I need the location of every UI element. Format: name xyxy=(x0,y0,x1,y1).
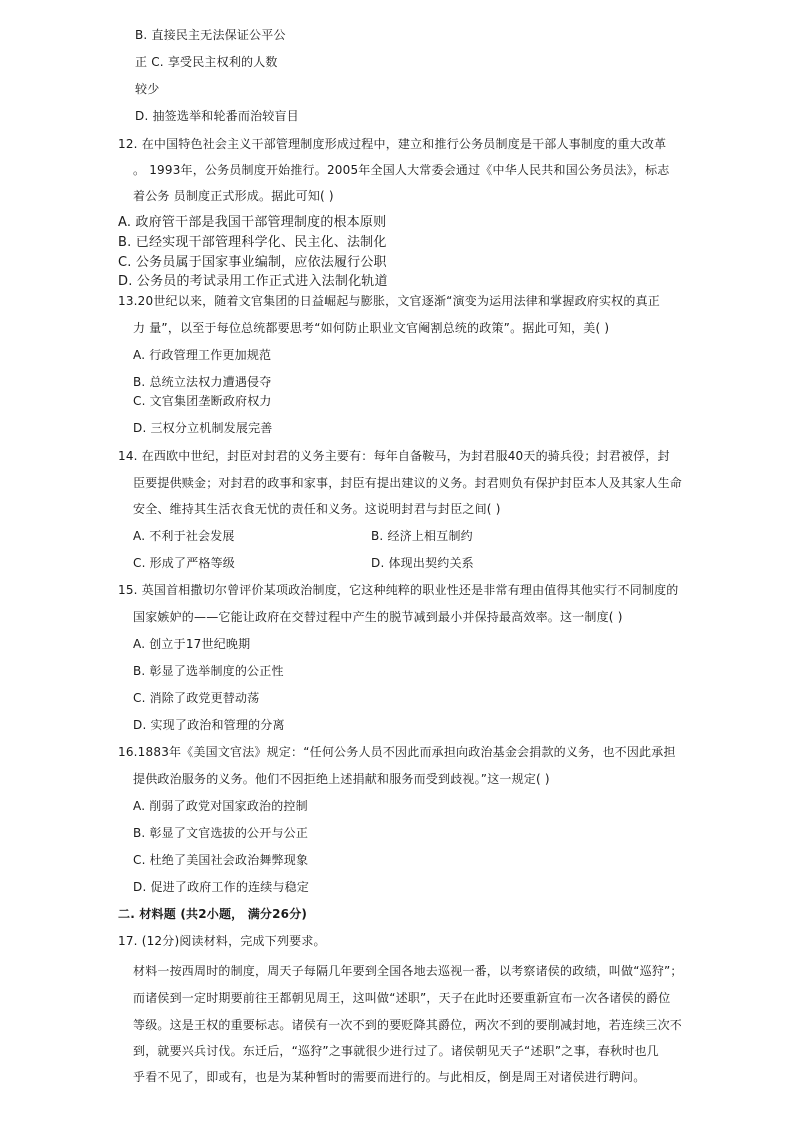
q11-option-c-line1: 正 C. 享受民主权利的人数 xyxy=(135,55,278,69)
q12-option-a: A. 政府管干部是我国干部管理制度的根本原则 xyxy=(118,215,387,230)
q11-option-d: D. 抽签选举和轮番而治较盲目 xyxy=(135,109,299,123)
q16-option-b: B. 彰显了文官选拔的公开与公正 xyxy=(133,826,309,840)
q14-option-a: A. 不利于社会发展 xyxy=(133,529,235,543)
q13-option-b: B. 总统立法权力遭遇侵夺 xyxy=(133,375,272,389)
q16-option-d: D. 促进了政府工作的连续与稳定 xyxy=(133,880,310,894)
q16-option-a: A. 削弱了政党对国家政治的控制 xyxy=(133,799,308,813)
q14-stem-line2: 臣要提供赎金；对封君的政事和家事，封臣有提出建议的义务。封君则负有保护封臣本人及其家人生命 xyxy=(133,476,683,490)
q11-option-b: B. 直接民主无法保证公平公 xyxy=(135,28,286,42)
q17-material-line2: 而诸侯到一定时期要前往王都朝见周王，这叫做“述职”，天子在此时还要重新宣布一次各诸侯的爵位 xyxy=(133,991,671,1005)
q16-stem-line1: 16.1883年《美国文官法》规定：“任何公务人员不因此而承担向政治基金会捐款的义务，也不因此承担 xyxy=(118,745,676,759)
q12-option-c: C. 公务员属于国家事业编制，应依法履行公职 xyxy=(118,255,387,270)
q12-stem-line2: 。 1993年，公务员制度开始推行。2005年全国人大常委会通过《中华人民共和国公务员法》，标志 xyxy=(133,163,670,177)
q13-option-c: C. 文官集团垄断政府权力 xyxy=(133,394,272,408)
q14-stem-line1: 14. 在西欧中世纪，封臣对封君的义务主要有：每年自备鞍马，为封君服40天的骑兵役；封君被俘，封 xyxy=(118,449,670,463)
q15-option-c: C. 消除了政党更替动荡 xyxy=(133,691,260,705)
q11-option-c-line2: 较少 xyxy=(135,82,160,96)
q15-stem-line1: 15. 英国首相撒切尔曾评价某项政治制度，它这种纯粹的职业性还是非常有理由值得其他实行不同制度的 xyxy=(118,583,679,597)
q17-stem: 17. (12分)阅读材料，完成下列要求。 xyxy=(118,934,326,948)
q13-stem-line2: 力 量”，以至于每位总统都要思考“如何防止职业文官阉割总统的政策”。据此可知，美( ) xyxy=(133,321,610,335)
q14-option-c: C. 形成了严格等级 xyxy=(133,556,236,570)
q12-option-d: D. 公务员的考试录用工作正式进入法制化轨道 xyxy=(118,274,388,289)
section-heading: 二. 材料题 (共2小题， 满分26分) xyxy=(118,907,308,921)
q16-stem-line2: 提供政治服务的义务。他们不因拒绝上述捐献和服务而受到歧视。”这一规定( ) xyxy=(133,772,550,786)
q17-material-line1: 材料一按西周时的制度，周天子每隔几年要到全国各地去巡视一番，以考察诸侯的政绩，叫做“巡狩”； xyxy=(133,964,683,978)
q12-stem-line1: 12. 在中国特色社会主义干部管理制度形成过程中，建立和推行公务员制度是干部人事制度的重大改革 xyxy=(118,137,667,151)
q12-option-b: B. 已经实现干部管理科学化、民主化、法制化 xyxy=(118,235,387,250)
q12-stem-line3: 着公务 员制度正式形成。据此可知( ) xyxy=(133,189,334,203)
q14-option-d: D. 体现出契约关系 xyxy=(371,556,474,570)
q13-option-d: D. 三权分立机制发展完善 xyxy=(133,421,273,435)
q15-option-d: D. 实现了政治和管理的分离 xyxy=(133,718,285,732)
q14-option-b: B. 经济上相互制约 xyxy=(371,529,473,543)
q17-material-line5: 乎看不见了，即或有，也是为某种暂时的需要而进行的。与此相反，倒是周王对诸侯进行聘问。 xyxy=(133,1070,646,1084)
q17-material-line3: 等级。这是王权的重要标志。诸侯有一次不到的要贬降其爵位，两次不到的要削减封地，若连续三次不 xyxy=(133,1018,683,1032)
q13-stem-line1: 13.20世纪以来，随着文官集团的日益崛起与膨胀，文官逐渐“演变为运用法律和掌握政府实权的真正 xyxy=(118,294,660,308)
q17-material-line4: 到，就要兴兵讨伐。东迁后，“巡狩”之事就很少进行过了。诸侯朝见天子“述职”之事，春秋时也几 xyxy=(133,1044,659,1058)
q15-option-b: B. 彰显了选举制度的公正性 xyxy=(133,664,284,678)
q15-stem-line2: 国家嫉妒的——它能让政府在交替过程中产生的脱节减到最小并保持最高效率。这一制度( ) xyxy=(133,610,623,624)
q16-option-c: C. 杜绝了美国社会政治舞弊现象 xyxy=(133,853,309,867)
q13-option-a: A. 行政管理工作更加规范 xyxy=(133,348,272,362)
q15-option-a: A. 创立于17世纪晚期 xyxy=(133,637,251,651)
q14-stem-line3: 安全、维持其生活衣食无忧的责任和义务。这说明封君与封臣之间( ) xyxy=(133,502,501,516)
